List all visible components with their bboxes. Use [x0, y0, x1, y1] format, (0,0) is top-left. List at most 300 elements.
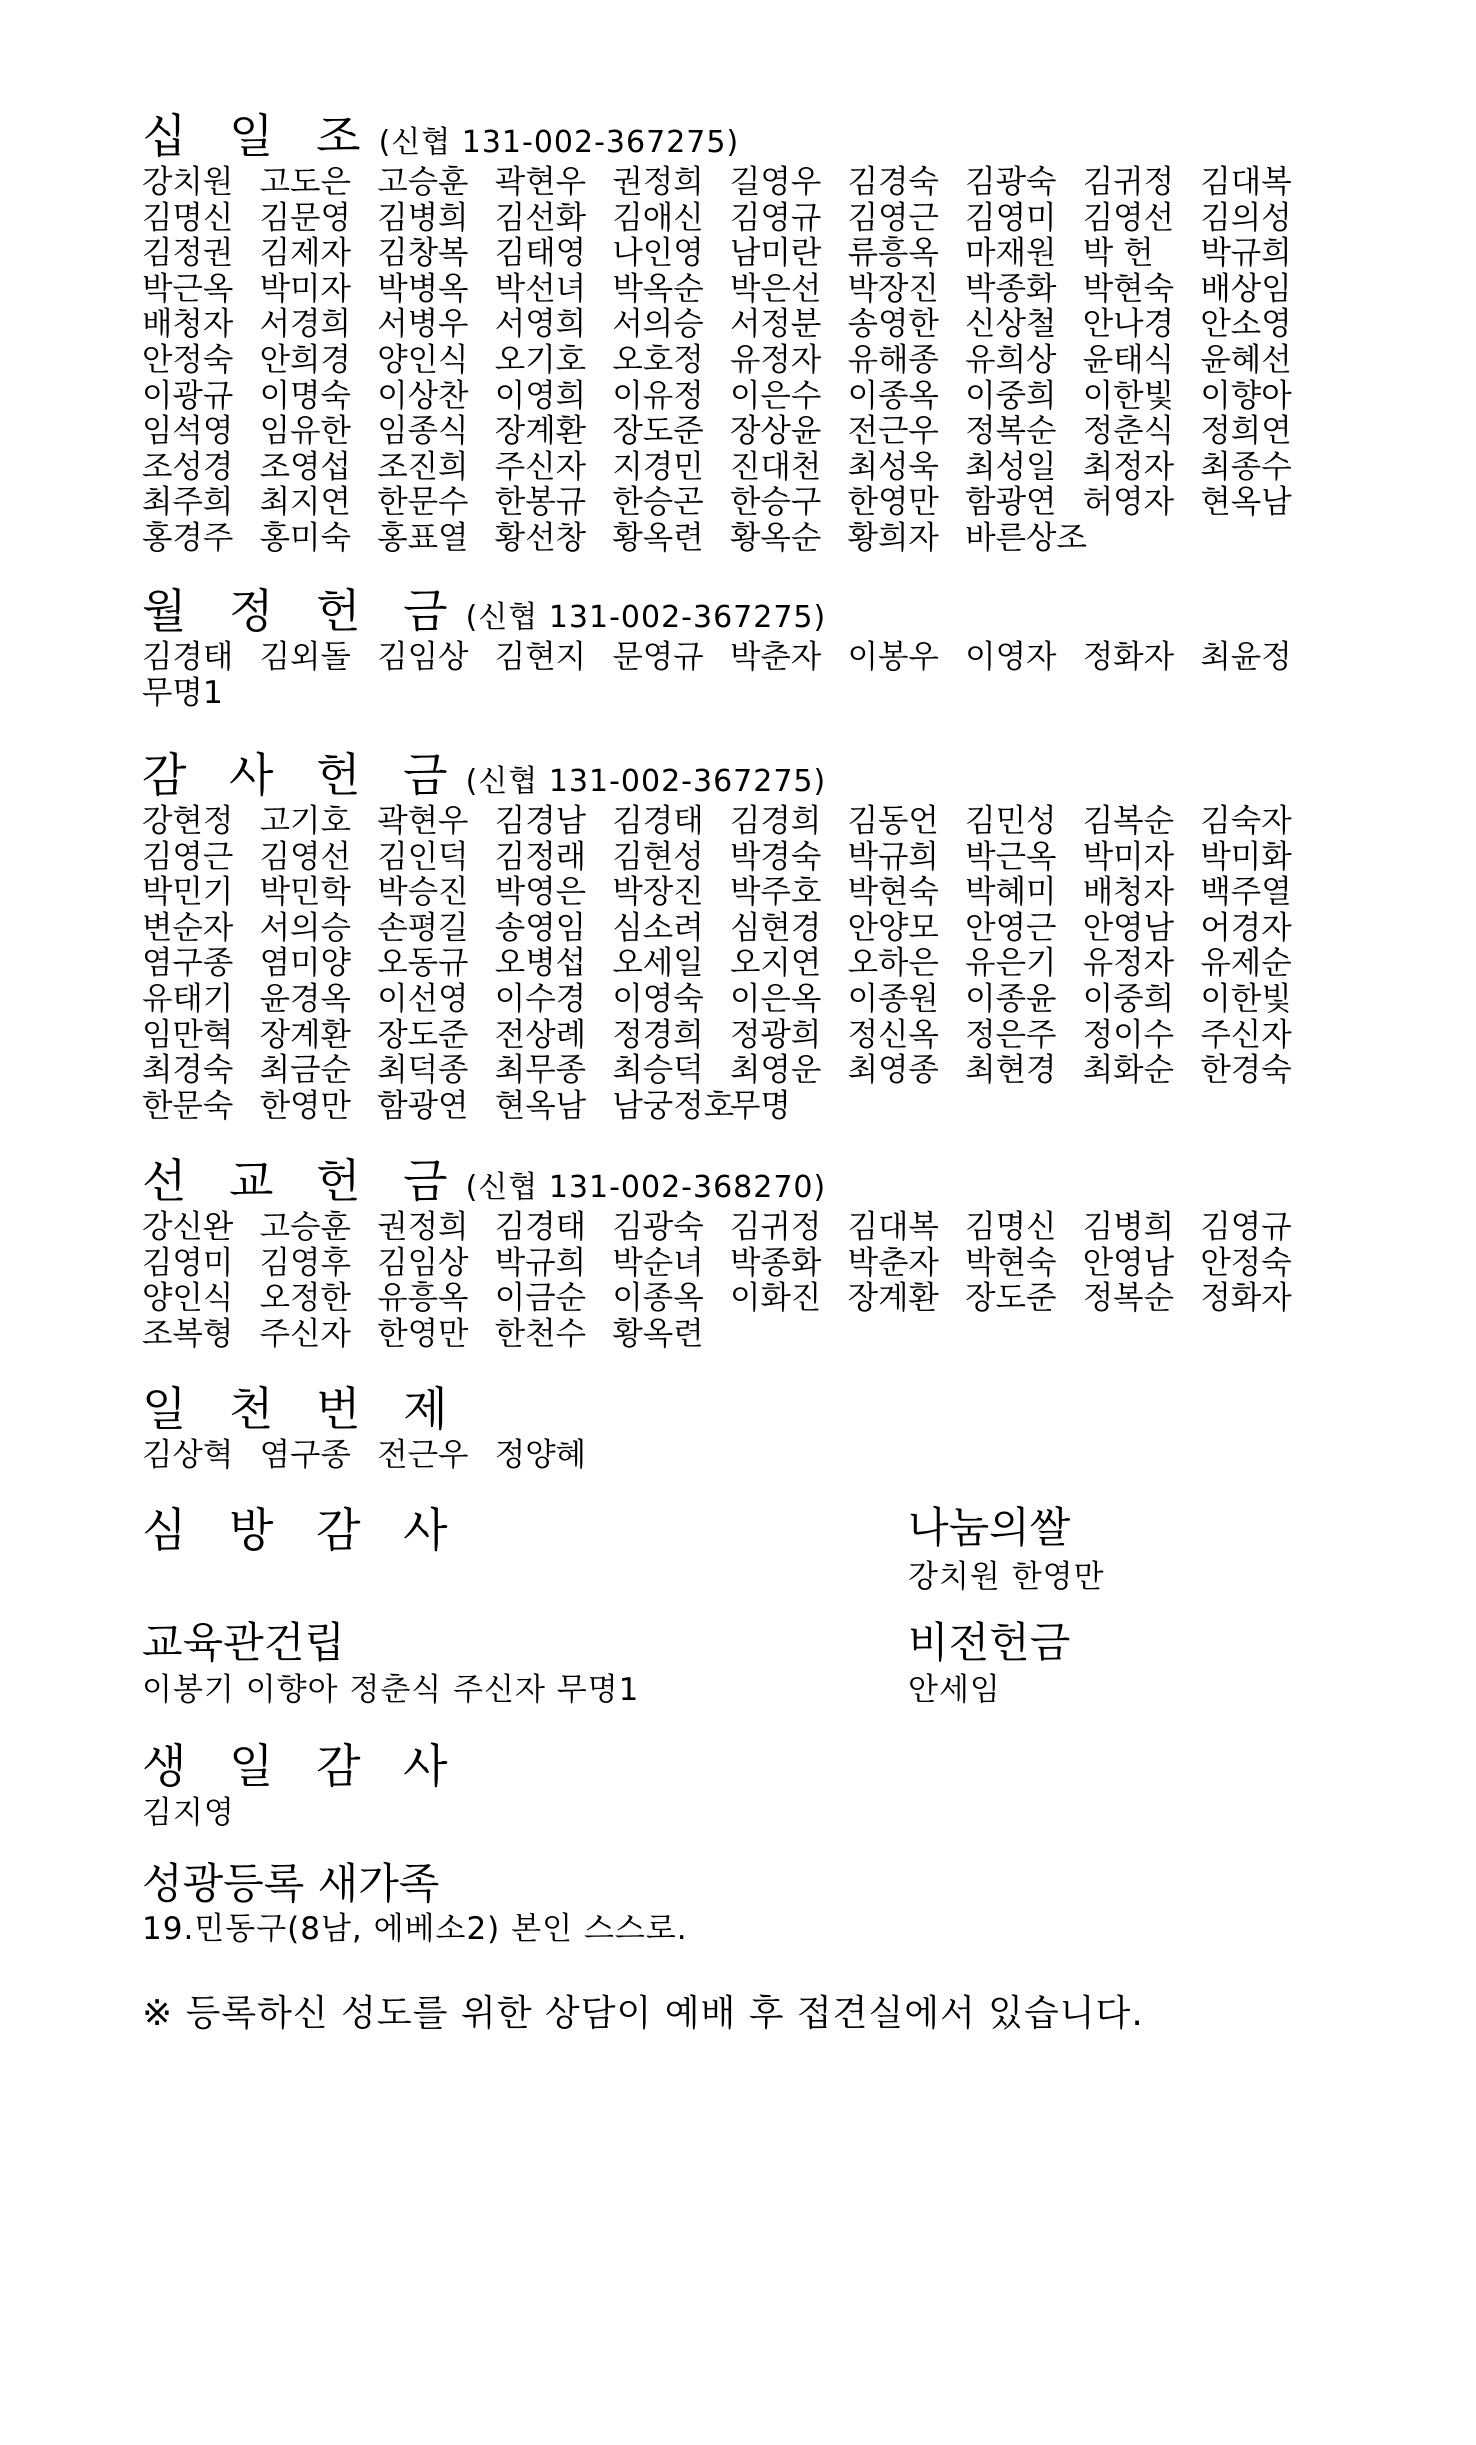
education-building-names: 이봉기 이향아 정춘식 주신자 무명1: [142, 1672, 640, 1708]
donor-name: 이봉우: [847, 639, 939, 675]
donor-name: 서정분: [729, 306, 822, 343]
donor-name: 양인식: [142, 1280, 234, 1317]
name-row: [142, 640, 1318, 676]
donor-name: 김민성: [965, 803, 1057, 839]
donor-name: 무명: [729, 1087, 791, 1124]
donor-name: 정양혜: [494, 1437, 587, 1473]
donor-name: 박미화: [1200, 838, 1292, 875]
donor-name: 진대천: [729, 448, 822, 485]
donor-name: 배상임: [1200, 270, 1292, 307]
donor-name: 서병우: [377, 306, 469, 343]
new-family-entry: 19.민동구(8남, 에베소2) 본인 스스로.: [142, 1911, 688, 1947]
donor-name: 김영근: [847, 199, 939, 236]
donor-name: 김대복: [1200, 164, 1292, 200]
donor-name: 최승덕: [612, 1052, 704, 1089]
name-row: [142, 414, 1318, 450]
name-row: [142, 201, 1318, 237]
donor-name: 주신자: [1200, 1016, 1292, 1053]
donor-name: 이금순: [494, 1280, 587, 1317]
donor-name: 임석영: [142, 413, 234, 450]
donor-name: 이종옥: [847, 377, 939, 414]
name-row: [142, 1210, 1318, 1246]
rice-section: [908, 1503, 1105, 1595]
donor-name: 이종옥: [612, 1280, 704, 1317]
donor-name: 윤혜선: [1200, 341, 1292, 378]
ilcheon-title: 일 천 번 제: [142, 1382, 462, 1436]
donor-name: 최금순: [259, 1052, 351, 1089]
donor-name: 이수경: [494, 980, 587, 1017]
donor-name: 최화순: [1082, 1052, 1175, 1089]
donor-name: 조성경: [142, 448, 234, 485]
donor-name: 이화진: [729, 1280, 822, 1317]
donor-name: 이한빛: [1082, 377, 1175, 414]
counseling-notice: ※ 등록하신 성도를 위한 상담이 예배 후 접견실에서 있습니다.: [142, 1993, 1144, 2034]
donor-name: 정화자: [1082, 639, 1175, 675]
donor-name: 한영만: [847, 484, 939, 521]
donor-name: 김인덕: [377, 838, 469, 875]
name-row: [142, 875, 1318, 911]
donor-name: 이종원: [847, 980, 939, 1017]
donor-name: 김경희: [729, 803, 822, 839]
donor-name: 서의승: [612, 306, 704, 343]
donor-name: 김영선: [259, 838, 351, 875]
donor-name: 한영만: [377, 1315, 469, 1352]
donor-name: 이중희: [1082, 980, 1175, 1017]
name-row: [142, 1053, 1318, 1089]
donor-name: 고승훈: [259, 1209, 351, 1245]
donor-name: 권정희: [377, 1209, 469, 1245]
rice-title: 나눔의쌀: [908, 1503, 1071, 1552]
donor-name: 강현정: [142, 803, 234, 839]
donor-name: 서영희: [494, 306, 587, 343]
donor-name: 박혜미: [965, 874, 1057, 911]
donor-name: 오하은: [847, 945, 939, 982]
donor-name: 장계환: [847, 1280, 939, 1317]
mission-offering-header: [142, 1154, 1318, 1208]
donor-name: 김임상: [377, 1244, 469, 1281]
donor-name: 나인영: [612, 235, 704, 272]
donor-name: 김외돌: [259, 639, 351, 675]
donor-name: 고승훈: [377, 164, 469, 200]
tithe-header: [142, 109, 1318, 163]
donor-name: 염구종: [142, 945, 234, 982]
donor-name: 이은수: [729, 377, 822, 414]
donor-name: 함광연: [377, 1087, 469, 1124]
donor-name: 박 헌: [1082, 235, 1154, 272]
rice-names: 강치원 한영만: [908, 1559, 1105, 1595]
donor-name: 안희경: [259, 341, 351, 378]
donor-name: 김대복: [847, 1209, 939, 1245]
donor-name: 황선창: [494, 519, 587, 556]
donor-name: 김병희: [377, 199, 469, 236]
donor-name: 박경숙: [729, 838, 822, 875]
donor-name: 장도준: [965, 1280, 1057, 1317]
donor-name: 변순자: [142, 909, 234, 946]
vision-offering-title: 비전헌금: [908, 1618, 1071, 1667]
donor-name: 강치원: [142, 164, 234, 200]
visitation-title: 심 방 감 사: [142, 1503, 462, 1557]
donor-name: 안영남: [1082, 909, 1175, 946]
monthly-offering-header: [142, 584, 1318, 638]
donor-name: 정이수: [1082, 1016, 1175, 1053]
donor-name: 조진희: [377, 448, 469, 485]
donor-name: 이유정: [612, 377, 704, 414]
donor-name: 윤태식: [1082, 341, 1175, 378]
donor-name: 김동언: [847, 803, 939, 839]
donor-name: 최주희: [142, 484, 234, 521]
donor-name: 김임상: [377, 639, 469, 675]
donor-name: 주신자: [259, 1315, 351, 1352]
donor-name: 윤경옥: [259, 980, 351, 1017]
name-row: [142, 236, 1318, 272]
donor-name: 심현경: [729, 909, 822, 946]
donor-name: 김명신: [142, 199, 234, 236]
monthly-offering-names: [142, 640, 1318, 711]
name-row: [142, 946, 1318, 982]
name-row: [142, 521, 1318, 557]
donor-name: 곽현우: [494, 164, 587, 200]
name-row: [142, 450, 1318, 486]
donor-name: 한경숙: [1200, 1052, 1292, 1089]
donor-name: 이영자: [965, 639, 1057, 675]
donor-name: 정신옥: [847, 1016, 939, 1053]
donor-name: 심소려: [612, 909, 704, 946]
mission-offering-title: 선 교 헌 금: [142, 1154, 462, 1208]
name-row: [142, 676, 1318, 712]
donor-name: 박현숙: [965, 1244, 1057, 1281]
donor-name: 안나경: [1082, 306, 1175, 343]
donor-name: 서경희: [259, 306, 351, 343]
donor-name: 박은선: [729, 270, 822, 307]
donor-name: 김병희: [1082, 1209, 1175, 1245]
donor-name: 마재원: [965, 235, 1057, 272]
donor-name: 박장진: [612, 874, 704, 911]
new-family-header: [142, 1859, 688, 1908]
donor-name: 유희상: [965, 341, 1057, 378]
donor-name: 장계환: [494, 413, 587, 450]
donor-name: 이종윤: [965, 980, 1057, 1017]
donor-name: 유은기: [965, 945, 1057, 982]
donor-name: 최덕종: [377, 1052, 469, 1089]
donor-name: 한승곤: [612, 484, 704, 521]
donor-name: 최지연: [259, 484, 351, 521]
donor-name: 오정한: [259, 1280, 351, 1317]
thanks-offering-title: 감 사 헌 금: [142, 748, 462, 802]
donor-name: 최윤정: [1200, 639, 1292, 675]
donor-name: 최영운: [729, 1052, 822, 1089]
donor-name: 한승구: [729, 484, 822, 521]
donor-name: 안영남: [1082, 1244, 1175, 1281]
donor-name: 유제순: [1200, 945, 1292, 982]
donor-name: 장도준: [612, 413, 704, 450]
donor-name: 고기호: [259, 803, 351, 839]
donor-name: 장계환: [259, 1016, 351, 1053]
tithe-title: 십 일 조: [142, 109, 375, 163]
donor-name: 권정희: [612, 164, 704, 200]
name-row: [142, 804, 1318, 840]
donor-name: 안양모: [847, 909, 939, 946]
donor-name: 오병섭: [494, 945, 587, 982]
donor-name: 남궁정호: [612, 1087, 735, 1124]
donor-name: 이상찬: [377, 377, 469, 414]
donor-name: 한천수: [494, 1315, 587, 1352]
donor-name: 김영규: [1200, 1209, 1292, 1245]
donor-name: 박규희: [494, 1244, 587, 1281]
vision-offering-section: [908, 1618, 1071, 1708]
education-building-title: 교육관건립: [142, 1618, 345, 1667]
donor-name: 송영임: [494, 909, 587, 946]
donor-name: 박미자: [1082, 838, 1175, 875]
donor-name: 최정자: [1082, 448, 1175, 485]
visitation-section: [142, 1503, 462, 1557]
donor-name: 송영한: [847, 306, 939, 343]
donor-name: 장도준: [377, 1016, 469, 1053]
name-row: [142, 307, 1318, 343]
donor-name: 오기호: [494, 341, 587, 378]
monthly-offering-title: 월 정 헌 금: [142, 584, 462, 638]
donor-name: 이향아: [1200, 377, 1292, 414]
name-row: [142, 165, 1318, 201]
donor-name: 박종화: [965, 270, 1057, 307]
name-row: [142, 1089, 1318, 1125]
thanks-offering-header: [142, 748, 1318, 802]
donor-name: 정화자: [1200, 1280, 1292, 1317]
donor-name: 박순녀: [612, 1244, 704, 1281]
donor-name: 황옥련: [612, 1315, 704, 1352]
donor-name: 오동규: [377, 945, 469, 982]
thanks-offering-names: [142, 804, 1318, 1124]
donor-name: 김영선: [1082, 199, 1175, 236]
donor-name: 김선화: [494, 199, 587, 236]
new-family-title: 성광등록 새가족: [142, 1859, 440, 1908]
donor-name: 배청자: [142, 306, 234, 343]
donor-name: 박근옥: [965, 838, 1057, 875]
donor-name: 김광숙: [612, 1209, 704, 1245]
donor-name: 임만혁: [142, 1016, 234, 1053]
donor-name: 박민기: [142, 874, 234, 911]
donor-name: 신상철: [965, 306, 1057, 343]
tithe-names: [142, 165, 1318, 557]
donor-name: 김문영: [259, 199, 351, 236]
donor-name: 곽현우: [377, 803, 469, 839]
donor-name: 한영만: [259, 1087, 351, 1124]
donor-name: 김경태: [612, 803, 704, 839]
donor-name: 강신완: [142, 1209, 234, 1245]
donor-name: 황희자: [847, 519, 939, 556]
donor-name: 김영후: [259, 1244, 351, 1281]
ilcheon-names: [142, 1438, 612, 1474]
donor-name: 장상윤: [729, 413, 822, 450]
birthday-names: 김지영: [142, 1795, 235, 1831]
donor-name: 김영미: [142, 1244, 234, 1281]
birthday-title: 생 일 감 사: [142, 1739, 462, 1793]
donor-name: 조복형: [142, 1315, 234, 1352]
donor-name: 최성일: [965, 448, 1057, 485]
donor-name: 고도은: [259, 164, 351, 200]
donor-name: 안영근: [965, 909, 1057, 946]
mission-offering-account: (신협 131-002-368270): [465, 1170, 827, 1205]
donor-name: 지경민: [612, 448, 704, 485]
mission-offering-names: [142, 1210, 1318, 1352]
donor-name: 정광희: [729, 1016, 822, 1053]
donor-name: 김귀정: [729, 1209, 822, 1245]
donor-name: 홍미숙: [259, 519, 351, 556]
donor-name: 안정숙: [142, 341, 234, 378]
donor-name: 이광규: [142, 377, 234, 414]
donor-name: 오세일: [612, 945, 704, 982]
education-building-section: [142, 1618, 640, 1708]
donor-name: 염미양: [259, 945, 351, 982]
donor-name: 박종화: [729, 1244, 822, 1281]
donor-name: 박영은: [494, 874, 587, 911]
donor-name: 홍경주: [142, 519, 234, 556]
thanks-offering-account: (신협 131-002-367275): [465, 764, 827, 799]
thanks-offering-section: [142, 748, 1318, 1124]
donor-name: 정경희: [612, 1016, 704, 1053]
donor-name: 김영규: [729, 199, 822, 236]
donor-name: 류흥옥: [847, 235, 939, 272]
donor-name: 유정자: [729, 341, 822, 378]
birthday-header: [142, 1739, 462, 1793]
ilcheon-section: [142, 1382, 612, 1474]
donor-name: 안소영: [1200, 306, 1292, 343]
donor-name: 박근옥: [142, 270, 234, 307]
donor-name: 박주호: [729, 874, 822, 911]
donor-name: 김경태: [142, 639, 234, 675]
donor-name: 전상례: [494, 1016, 587, 1053]
donor-name: 박규희: [1200, 235, 1292, 272]
donor-name: 박규희: [847, 838, 939, 875]
visitation-header: [142, 1503, 462, 1557]
donor-name: 김태영: [494, 235, 587, 272]
donor-name: 김영근: [142, 838, 234, 875]
name-row: [142, 1018, 1318, 1054]
donor-name: 허영자: [1082, 484, 1175, 521]
donor-name: 임종식: [377, 413, 469, 450]
new-family-section: [142, 1859, 688, 1947]
name-row: [142, 1281, 1318, 1317]
donor-name: 정희연: [1200, 413, 1292, 450]
donor-name: 황옥순: [729, 519, 822, 556]
donor-name: 유흥옥: [377, 1280, 469, 1317]
tithe-section: [142, 109, 1318, 557]
donor-name: 이명숙: [259, 377, 351, 414]
donor-name: 배청자: [1082, 874, 1175, 911]
donor-name: 김복순: [1082, 803, 1175, 839]
donor-name: 최무종: [494, 1052, 587, 1089]
donor-name: 현옥남: [1200, 484, 1292, 521]
donor-name: 정은주: [965, 1016, 1057, 1053]
name-row: [142, 485, 1318, 521]
donor-name: 김애신: [612, 199, 704, 236]
rice-header: [908, 1503, 1105, 1552]
donor-name: 현옥남: [494, 1087, 587, 1124]
vision-offering-names: 안세임: [908, 1672, 1001, 1708]
donor-name: 손평길: [377, 909, 469, 946]
education-building-header: [142, 1618, 639, 1667]
ilcheon-header: [142, 1382, 612, 1436]
name-row: [142, 272, 1318, 308]
donor-name: 황옥련: [612, 519, 704, 556]
donor-name: 유태기: [142, 980, 234, 1017]
donor-name: 정복순: [1082, 1280, 1175, 1317]
donor-name: 이영희: [494, 377, 587, 414]
donor-name: 전근우: [377, 1437, 469, 1473]
donor-name: 남미란: [729, 235, 822, 272]
name-row: [142, 343, 1318, 379]
donor-name: 이한빛: [1200, 980, 1292, 1017]
donor-name: 박옥순: [612, 270, 704, 307]
donor-name: 김현성: [612, 838, 704, 875]
monthly-offering-account: (신협 131-002-367275): [465, 600, 827, 635]
donor-name: 김명신: [965, 1209, 1057, 1245]
donor-name: 김귀정: [1082, 164, 1175, 200]
donor-name: 이영숙: [612, 980, 704, 1017]
donor-name: 안정숙: [1200, 1244, 1292, 1281]
donor-name: 김제자: [259, 235, 351, 272]
donor-name: 김창복: [377, 235, 469, 272]
donor-name: 박승진: [377, 874, 469, 911]
donor-name: 이선영: [377, 980, 469, 1017]
donor-name: 유정자: [1082, 945, 1175, 982]
name-row: [142, 1438, 612, 1474]
donor-name: 서의승: [259, 909, 351, 946]
donor-name: 최영종: [847, 1052, 939, 1089]
donor-name: 박병옥: [377, 270, 469, 307]
tithe-account: (신협 131-002-367275): [378, 125, 740, 160]
donor-name: 박장진: [847, 270, 939, 307]
donor-name: 유해종: [847, 341, 939, 378]
donor-name: 박현숙: [1082, 270, 1175, 307]
donor-name: 바른상조: [965, 519, 1087, 556]
donor-name: 백주열: [1200, 874, 1292, 911]
donor-name: 박미자: [259, 270, 351, 307]
name-row: [142, 911, 1318, 947]
birthday-section: [142, 1739, 462, 1831]
donor-name: 박춘자: [847, 1244, 939, 1281]
donor-name: 이중희: [965, 377, 1057, 414]
donor-name: 최성욱: [847, 448, 939, 485]
donor-name: 김경남: [494, 803, 587, 839]
donor-name: 정복순: [965, 413, 1057, 450]
name-row: [142, 1317, 1318, 1353]
donor-name: 어경자: [1200, 909, 1292, 946]
donor-name: 임유한: [259, 413, 351, 450]
donor-name: 함광연: [965, 484, 1057, 521]
donor-name: 김상혁: [142, 1437, 234, 1473]
donor-name: 김의성: [1200, 199, 1292, 236]
donor-name: 한문수: [377, 484, 469, 521]
donor-name: 양인식: [377, 341, 469, 378]
mission-offering-section: [142, 1154, 1318, 1352]
donor-name: 길영우: [729, 164, 822, 200]
donor-name: 김정권: [142, 235, 234, 272]
donor-name: 김영미: [965, 199, 1057, 236]
name-row: [142, 982, 1318, 1018]
name-row: [142, 1246, 1318, 1282]
donor-name: 김경숙: [847, 164, 939, 200]
donor-name: 최종수: [1200, 448, 1292, 485]
name-row: [142, 379, 1318, 415]
donor-name: 염구종: [259, 1437, 351, 1473]
name-row: [142, 840, 1318, 876]
donor-name: 한봉규: [494, 484, 587, 521]
donor-name: 정춘식: [1082, 413, 1175, 450]
donor-name: 무명1: [142, 674, 223, 711]
donor-name: 최현경: [965, 1052, 1057, 1089]
vision-offering-header: [908, 1618, 1071, 1667]
donor-name: 박현숙: [847, 874, 939, 911]
